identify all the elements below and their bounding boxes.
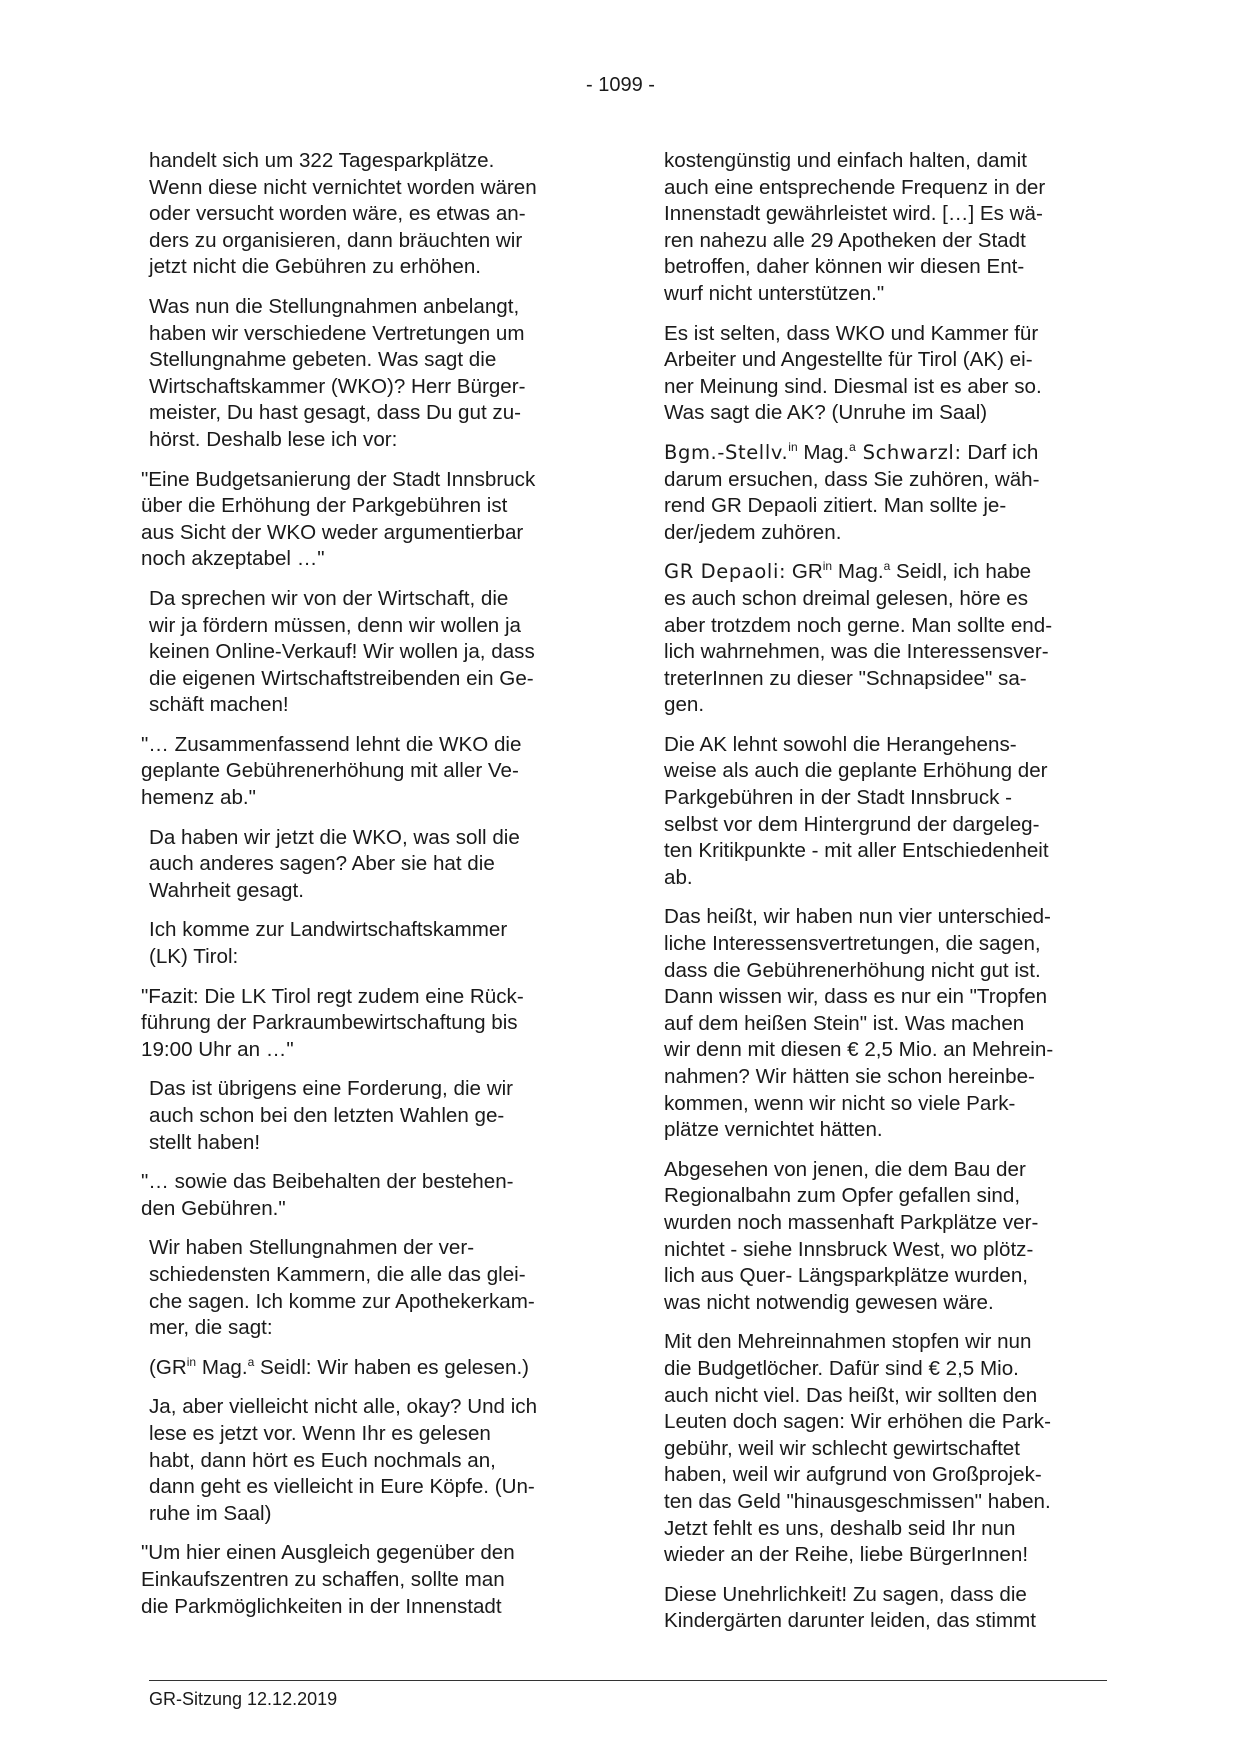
speaker-name: GR Depaoli: — [664, 560, 787, 584]
speaker-name: Bgm.-Stellv. — [664, 440, 789, 464]
paragraph: Da haben wir jetzt die WKO, was soll die auch anderes sagen? Aber sie hat die Wahrheit gesagt. — [149, 825, 520, 902]
left-column — [141, 148, 589, 1633]
paragraph: Diese Unehrlichkeit! Zu sagen, dass die Kindergärten darunter leiden, das stimmt — [664, 1582, 1037, 1633]
quote-wko-summary: "… Zusammenfassend lehnt die WKO die geplante Gebührenerhöhung mit aller Ve- hemenz ab." — [141, 732, 522, 810]
quote-wko: "Eine Budgetsanierung der Stadt Innsbruck über die Erhöhung der Parkgebühren ist aus Sicht der WKO weder argumentierbar noch akzeptabel …" — [141, 467, 536, 571]
quote-apothekerkammer: "Um hier einen Ausgleich gegenüber den Einkaufszentren zu schaffen, sollte man die Parkmöglichkeiten in der Innenstadt — [141, 1541, 515, 1618]
footer: GR-Sitzung 12.12.2019 — [149, 1689, 338, 1709]
paragraph: Die AK lehnt sowohl die Herangehens- weise als auch die geplante Erhöhung der Parkgebühren in der Stadt Innsbruck - selbst vor dem Hintergrund der dargeleg- ten Kritikpunkte - mit aller Entschiedenheit ab. — [664, 732, 1049, 889]
paragraph: Wir haben Stellungnahmen der ver- schiedensten Kammern, die alle das glei- che sagen. Ich komme zur Apothekerkam- mer, die sagt: — [149, 1236, 535, 1340]
paragraph: Ja, aber vielleicht nicht alle, okay? Und ich lese es jetzt vor. Wenn Ihr es gelesen habt, dann hört es Euch nochmals an, dann geht es vielleicht in Eure Köpfe. (Un- ruhe im Saal) — [149, 1395, 538, 1525]
speech-schwarzl: Bgm.-Stellv.$^{in}$ Mag.$^a$ Schwarzl: Darf ich darum ersuchen, dass Sie zuhören, wäh- rend GR Depaoli zitiert. Man sollte je- der/jedem zuhören. — [664, 439, 1040, 544]
right-column — [664, 148, 1104, 1648]
speech-depaoli: GR Depaoli: $GR^{in}$ Mag.$^a$ Seidl, ich habe es auch schon dreimal gelesen, höre es aber trotzdem noch gerne. Man sollte end- lich wahrnehmen, was die Interessensver- treterInnen zu dieser "Schnapsidee" sa- gen. — [664, 559, 1053, 717]
footer-divider — [149, 1680, 1107, 1681]
paragraph: Ich komme zur Landwirtschaftskammer (LK) Tirol: — [149, 918, 508, 969]
paragraph: Was nun die Stellungnahmen anbelangt, haben wir verschiedene Vertretungen um Stellungnahme gebeten. Was sagt die Wirtschaftskammer (WKO)? Herr Bürger- meister, Du hast gesagt, dass Du gut zu- hörst. Deshalb lese ich vor: — [149, 294, 526, 451]
quote-lk: "Fazit: Die LK Tirol regt zudem eine Rück- führung der Parkraumbewirtschaftung bis 19:00 Uhr an …" — [141, 984, 524, 1061]
paragraph: Mit den Mehreinnahmen stopfen wir nun die Budgetlöcher. Dafür sind € 2,5 Mio. auch nicht viel. Das heißt, wir sollten den Leuten doch sagen: Wir erhöhen die Park- gebühr, weil wir schlecht gewirtschaftet haben, weil wir aufgrund von Großprojek- ten das Geld "hinausgeschmissen" haben. Jetzt fehlt es uns, deshalb seid Ihr nun wieder an der Reihe, liebe BürgerInnen! — [664, 1330, 1051, 1567]
quote-lk-rest: "… sowie das Beibehalten der bestehen- den Gebühren." — [141, 1170, 514, 1220]
paragraph: Das ist übrigens eine Forderung, die wir auch schon bei den letzten Wahlen ge- stellt haben! — [149, 1077, 514, 1154]
paragraph: Es ist selten, dass WKO und Kammer für Arbeiter und Angestellte für Tirol (AK) ei- ner Meinung sind. Diesmal ist es aber so. Was sagt die AK? (Unruhe im Saal) — [664, 321, 1042, 425]
paragraph: Abgesehen von jenen, die dem Bau der Regionalbahn zum Opfer gefallen sind, wurden noch massenhaft Parkplätze ver- nichtet - siehe Innsbruck West, wo plötz- lich aus Quer- Längsparkplätze wurden, was nicht notwendig gewesen wäre. — [664, 1157, 1039, 1314]
paragraph: Das heißt, wir haben nun vier unterschied- liche Interessensvertretungen, die sagen, dass die Gebührenerhöhung nicht gut ist. Dann wissen wir, dass es nur ein "Tropfen auf dem heißen Stein" ist. Was machen wir denn mit diesen € 2,5 Mio. an Mehrein- nahmen? Wir hätten sie schon hereinbe- kommen, wenn wir nicht so viele Park- plätze vernichtet hätten. — [664, 905, 1054, 1142]
interjection: ($GR^{in}$ Mag.$^a$ Seidl: Wir haben es gelesen.) — [149, 1354, 530, 1379]
page-number: - 1099 - — [586, 74, 655, 96]
paragraph: handelt sich um 322 Tagesparkplätze. Wenn diese nicht vernichtet worden wären oder versucht worden wäre, es etwas an- ders zu organisieren, dann bräuchten wir jetzt nicht die Gebühren zu erhöhen. — [149, 149, 537, 279]
paragraph: kostengünstig und einfach halten, damit auch eine entsprechende Frequenz in der Innenstadt gewährleistet wird. […] Es wä- ren nahezu alle 29 Apotheken der Stadt betroffen, daher können wir diesen Ent- wurf nicht unterstützen." — [664, 149, 1046, 305]
paragraph: Da sprechen wir von der Wirtschaft, die wir ja fördern müssen, denn wir wollen ja keinen Online-Verkauf! Wir wollen ja, dass die eigenen Wirtschaftstreibenden ein Ge- schäft machen! — [149, 586, 535, 717]
